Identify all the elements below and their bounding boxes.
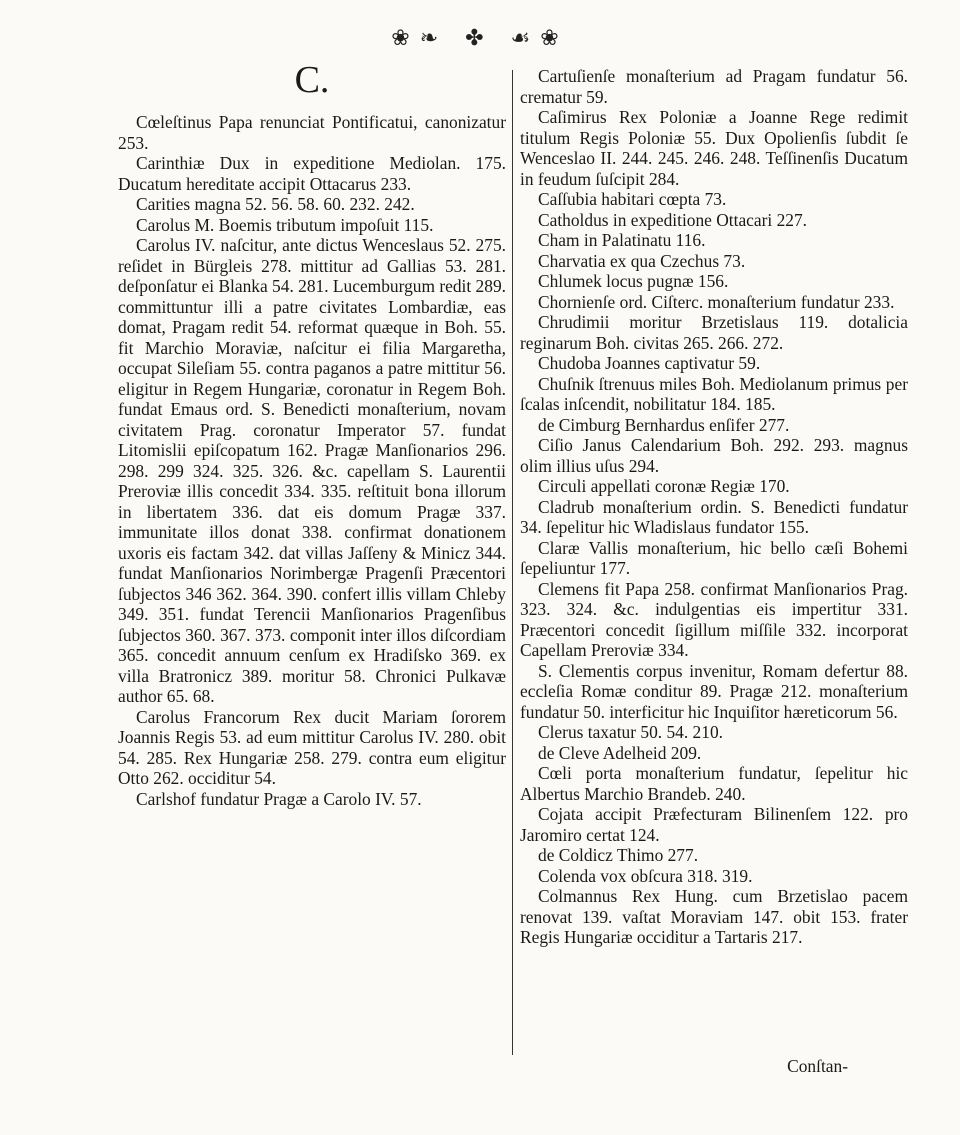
index-entry: Cartuſienſe monaſterium ad Pragam fundatur 56. crematur 59. xyxy=(520,66,908,107)
index-entry: Cœli porta monaſterium fundatur, ſepelitur hic Albertus Marchio Brandeb. 240. xyxy=(520,763,908,804)
index-entry: Caſimirus Rex Poloniæ a Joanne Rege redimit titulum Regis Poloniæ 55. Dux Opolienſis ſubdit ſe Wenceslao II. 244. 245. 246. 248. Teſſinenſis Ducatum in feudum ſuſcipit 284. xyxy=(520,107,908,189)
index-entry: Clemens fit Papa 258. confirmat Manſionarios Prag. 323. 324. &c. indulgentias eis impertitur 331. Præcentori concedit ſigillum miſſile 332. incorporat Capellam Preroviæ 334. xyxy=(520,578,908,660)
column-divider xyxy=(512,70,513,1055)
index-entry: Cham in Palatinatu 116. xyxy=(538,230,706,250)
index-entry: Ciſio Janus Calendarium Boh. 292. 293. magnus olim illius uſus 294. xyxy=(520,435,908,476)
index-entry: Chlumek locus pugnæ 156. xyxy=(538,271,729,291)
index-entry: Carinthiæ Dux in expeditione Mediolan. 175. Ducatum hereditate accipit Ottacarus 233. xyxy=(118,153,506,194)
index-entry: Chuſnik ſtrenuus miles Boh. Mediolanum primus per ſcalas inſcendit, nobilitatur 184. 185. xyxy=(520,373,908,414)
index-entry: Carolus Francorum Rex ducit Mariam ſororem Joannis Regis 53. ad eum mittitur Carolus IV. 280. obit 54. 285. Rex Hungariæ 258. 279. contra eum eligitur Otto 262. occiditur 54. xyxy=(118,706,506,788)
left-column xyxy=(118,58,506,809)
index-entry: Colenda vox obſcura 318. 319. xyxy=(538,865,753,886)
index-entry: Chrudimii moritur Brzetislaus 119. dotalicia reginarum Boh. civitas 265. 266. 272. xyxy=(520,312,908,353)
index-entry: de Cleve Adelheid 209. xyxy=(538,742,702,763)
index-entry: Chudoba Joannes captivatur 59. xyxy=(538,353,761,373)
index-entry: Carolus IV. naſcitur, ante dictus Wenceslaus 52. 275. reſidet in Bürgleis 278. mittitur ad Gallias 53. 281. deſponſatur ei Blanka 54. 281. Lucemburgum redit 289. committuntur illi a patre civitates Lombardiæ, eas domat, Pragam redit 54. reformat quæque in Boh. 55. fit Marchio Moraviæ, naſcitur ei filia Margaretha, occupat Sileſiam 55. contra paganos a patre mittitur 56. eligitur in Regem Hungariæ, coronatur in Regem Boh. fundat Emaus ord. S. Benedicti monaſterium, novam civitatem Prag. coronatur Imperator 57. fundat Litomislii epiſcopatum 162. Pragæ Manſionarios 296. 298. 299 324. 325. 326. &c. capellam S. Laurentii Preroviæ illis concedit 334. 335. reſtituit bona illorum in libertatem 336. dat eis domum Pragæ 337. immunitate illos donat 338. confirmat donationem uxoris eis factam 342. dat villas Jaſſeny & Minicz 344. fundat Manſionarios Norimbergæ Pragenſi Præcentori ſubjectos 346 362. 364. 390. confert illis villam Chleby 349. 351. fundat Terencii Manſionarios Pragenſibus ſubjectos 360. 367. 373. componit inter illos diſcordiam 365. concedit annuum cenſum ex Hradiſsko 369. ex villa Bratronicz 389. moritur 58. Chronici Pulkavæ author 65. 68. xyxy=(118,235,506,706)
header-ornament: ❀❧ ✤ ☙❀ xyxy=(391,26,569,51)
index-entry: Circuli appellati coronæ Regiæ 170. xyxy=(538,476,790,496)
index-entry: Clerus taxatur 50. 54. 210. xyxy=(538,722,723,742)
index-entry: Cœleſtinus Papa renunciat Pontificatui, canonizatur 253. xyxy=(118,112,506,153)
index-entry: S. Clementis corpus invenitur, Romam defertur 88. eccleſia Romæ conditur 89. Pragæ 212. monaſterium fundatur 50. interficitur hic Inquiſitor hæreticorum 56. xyxy=(520,660,908,722)
index-entry: Claræ Vallis monaſterium, hic bello cæſi Bohemi ſepeliuntur 177. xyxy=(520,537,908,578)
index-entry: Catholdus in expeditione Ottacari 227. xyxy=(538,209,808,230)
index-entry: de Cimburg Bernhardus enſifer 277. xyxy=(538,414,790,435)
index-entry: Caſſubia habitari cœpta 73. xyxy=(538,189,727,209)
index-entry: Charvatia ex qua Czechus 73. xyxy=(538,250,746,271)
index-entry: de Coldicz Thimo 277. xyxy=(538,845,699,865)
index-entry: Carlshof fundatur Pragæ a Carolo IV. 57. xyxy=(136,788,422,809)
catchword: Conſtan- xyxy=(787,1056,848,1076)
index-entry: Chornienſe ord. Ciſterc. monaſterium fundatur 233. xyxy=(538,291,895,312)
index-entry: Cojata accipit Præfecturam Bilinenſem 122. pro Jaromiro certat 124. xyxy=(520,804,908,845)
right-column xyxy=(520,66,908,948)
index-entry: Colmannus Rex Hung. cum Brzetislao pacem renovat 139. vaſtat Moraviam 147. obit 153. frater Regis Hungariæ occiditur a Tartaris 217. xyxy=(520,886,908,947)
index-entry: Cladrub monaſterium ordin. S. Benedicti fundatur 34. ſepelitur hic Wladislaus fundator 155. xyxy=(520,496,908,537)
index-entry: Carolus M. Boemis tributum impoſuit 115. xyxy=(136,214,434,235)
section-letter: C. xyxy=(294,59,330,101)
index-entry: Carities magna 52. 56. 58. 60. 232. 242. xyxy=(136,194,415,214)
